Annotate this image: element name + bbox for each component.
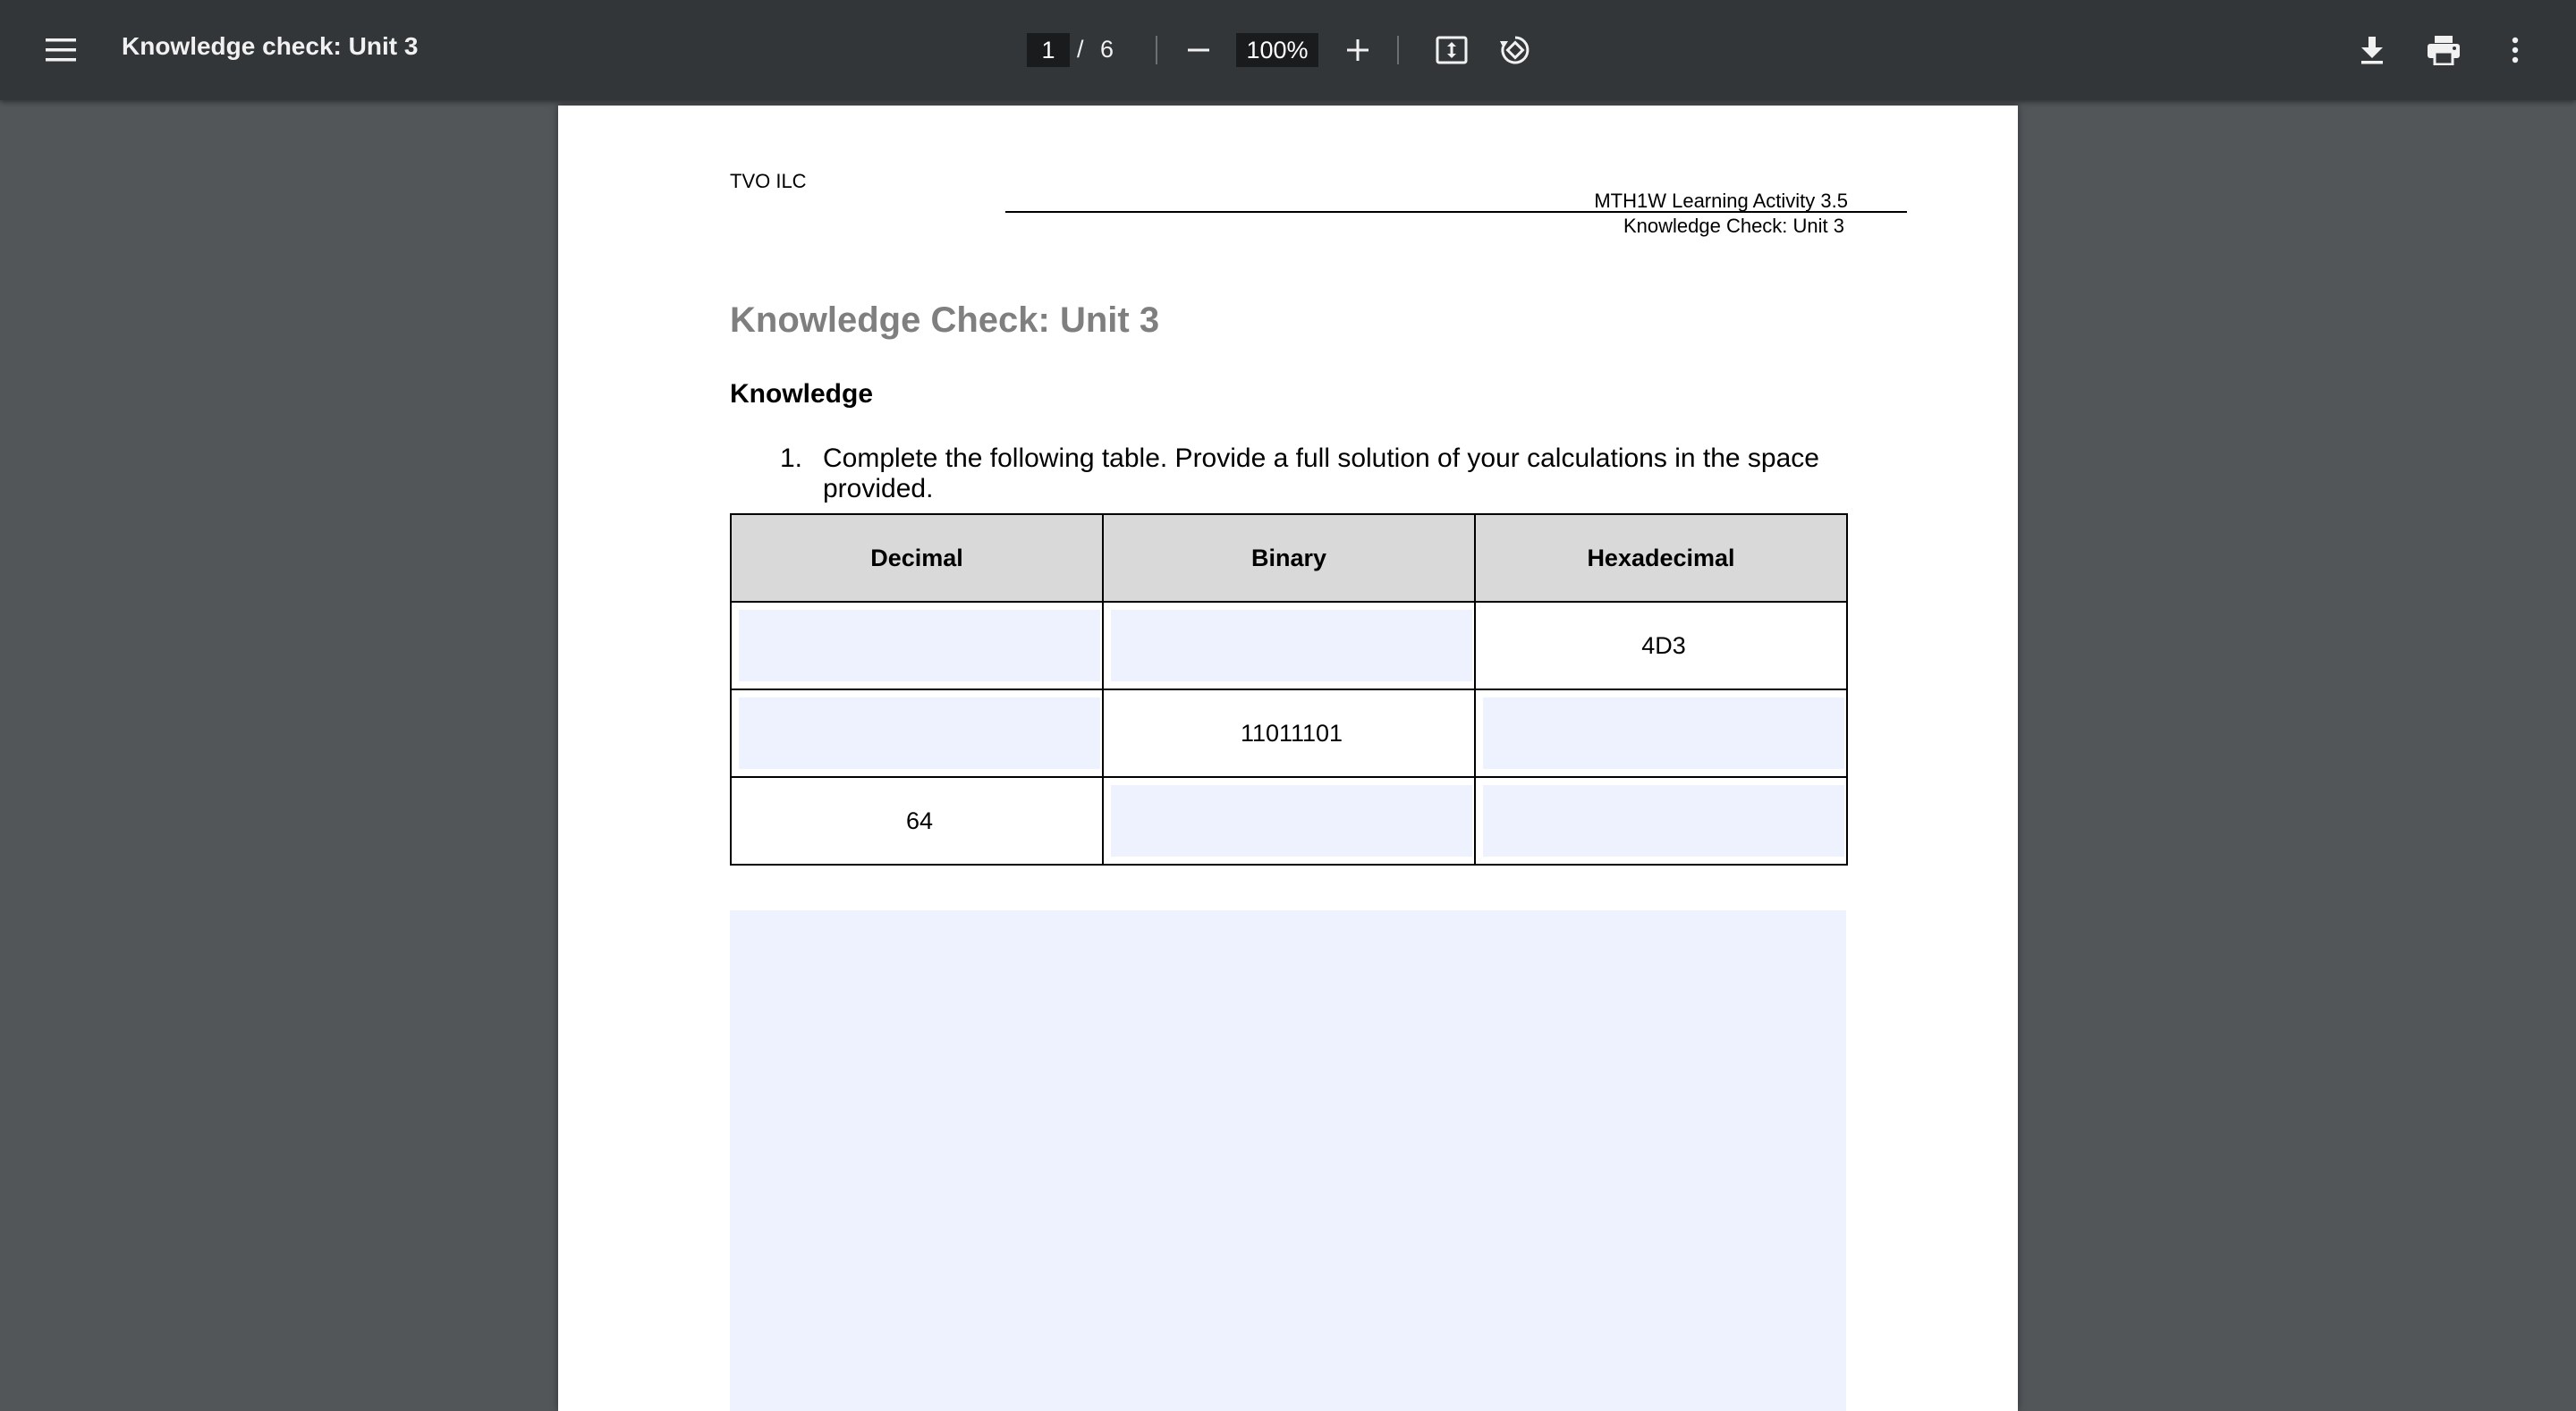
toolbar-divider	[1397, 36, 1399, 64]
question-text: Complete the following table. Provide a full solution of your calculations in the space provided.	[823, 444, 1819, 503]
zoom-in-button[interactable]	[1333, 25, 1383, 75]
rotate-icon	[1498, 33, 1532, 67]
binary-value: 11011101	[1240, 719, 1343, 747]
table-cell	[1103, 689, 1475, 777]
plus-icon	[1346, 38, 1369, 62]
zoom-level-input[interactable]	[1236, 33, 1318, 67]
table-header-row	[731, 514, 1847, 602]
table-row	[731, 602, 1847, 689]
print-icon	[2427, 35, 2461, 65]
rotate-button[interactable]	[1490, 25, 1540, 75]
header-organization: TVO ILC	[730, 170, 807, 192]
page-title: Knowledge Check: Unit 3	[730, 300, 1160, 340]
decimal-value: 64	[905, 807, 934, 834]
table-cell	[1475, 777, 1847, 865]
hamburger-menu-icon[interactable]	[39, 29, 82, 72]
section-heading: Knowledge	[730, 379, 874, 409]
toolbar-divider	[1156, 36, 1157, 64]
column-header-binary: Binary	[1103, 514, 1475, 602]
table-cell	[1475, 602, 1847, 689]
table-cell	[731, 777, 1103, 865]
more-options-button[interactable]	[2490, 25, 2540, 75]
hexadecimal-answer-field[interactable]	[1483, 785, 1844, 857]
solution-answer-field[interactable]	[730, 910, 1846, 1411]
table-cell	[1103, 777, 1475, 865]
fit-to-page-button[interactable]	[1427, 25, 1477, 75]
pdf-page	[558, 106, 2018, 1411]
table-cell	[1475, 689, 1847, 777]
question-number: 1.	[780, 444, 803, 473]
hexadecimal-value: 4D3	[1641, 631, 1686, 659]
table-cell	[1103, 602, 1475, 689]
hexadecimal-answer-field[interactable]	[1483, 697, 1844, 769]
print-button[interactable]	[2419, 25, 2469, 75]
download-button[interactable]	[2347, 25, 2397, 75]
column-header-hexadecimal: Hexadecimal	[1475, 514, 1847, 602]
binary-answer-field[interactable]	[1111, 610, 1472, 681]
page-number-input[interactable]	[1027, 33, 1070, 67]
conversion-table	[730, 513, 1848, 866]
fit-to-page-icon	[1436, 36, 1468, 64]
minus-icon	[1187, 38, 1210, 62]
more-vertical-icon	[2512, 37, 2519, 63]
total-pages: 6	[1100, 36, 1114, 63]
zoom-out-button[interactable]	[1174, 25, 1224, 75]
table-cell	[731, 689, 1103, 777]
table-row	[731, 777, 1847, 865]
column-header-decimal: Decimal	[731, 514, 1103, 602]
table-row	[731, 689, 1847, 777]
page-separator: /	[1077, 36, 1084, 63]
header-subtitle: Knowledge Check: Unit 3	[1623, 215, 1844, 237]
binary-answer-field[interactable]	[1111, 785, 1472, 857]
document-title: Knowledge check: Unit 3	[122, 32, 419, 60]
decimal-answer-field[interactable]	[739, 610, 1100, 681]
header-course: MTH1W Learning Activity 3.5	[1594, 190, 1848, 212]
decimal-answer-field[interactable]	[739, 697, 1100, 769]
table-cell	[731, 602, 1103, 689]
download-icon	[2359, 35, 2385, 65]
pdf-toolbar	[0, 0, 2576, 100]
